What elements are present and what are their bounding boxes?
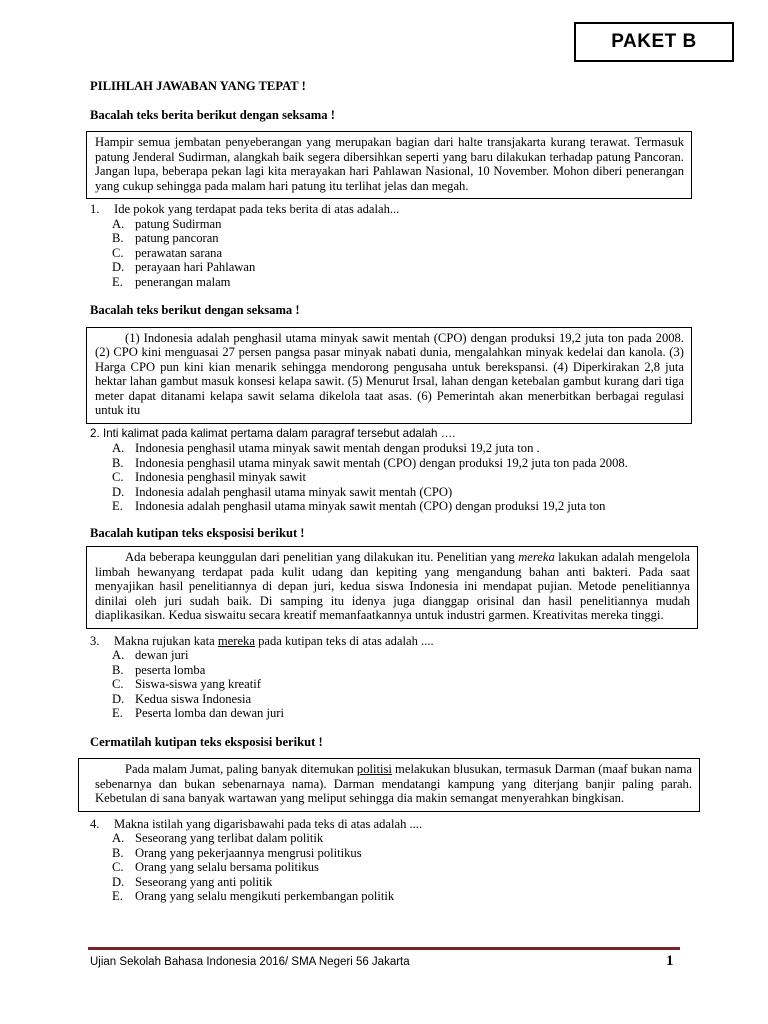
instruction-heading: PILIHLAH JAWABAN YANG TEPAT ! [90,79,306,93]
option-2b[interactable]: B. Indonesia penghasil utama minyak sawit mentah (CPO) dengan produksi 19,2 juta ton pada 2008. [112,455,628,470]
option-1d[interactable]: D. perayaan hari Pahlawan [112,260,256,274]
question-3-text: Makna rujukan kata mereka pada kutipan teks di atas adalah .... [114,633,434,648]
footer-text: Ujian Sekolah Bahasa Indonesia 2016/ SMA Negeri 56 Jakarta [90,956,410,968]
passage-4-underlined-word: politisi [356,762,392,776]
option-3e[interactable]: E. Peserta lomba dan dewan juri [112,706,284,720]
question-3 [90,634,690,721]
option-1b[interactable]: B. patung pancoran [112,231,219,245]
question-3-options [90,648,690,721]
option-4d[interactable]: D. Seseorang yang anti politik [112,874,273,889]
option-4b[interactable]: B. Orang yang pekerjaannya mengrusi politikus [112,845,362,860]
section-3-heading: Bacalah kutipan teks eksposisi berikut ! [90,525,305,540]
question-2 [90,427,690,514]
question-2-text: Inti kalimat pada kalimat pertama dalam paragraf tersebut adalah …. [103,426,456,440]
question-2-number: 2. [90,426,100,440]
section-1-heading: Bacalah teks berita berikut dengan seksama ! [90,107,335,122]
option-1c[interactable]: C. perawatan sarana [112,245,223,260]
passage-3-text: Ada beberapa keunggulan dari penelitian yang dilakukan itu. Penelitian yang mereka lakukan adalah mengelola limbah hewanyang terdapat pada kulit udang dan kepiting yang mengandung bahan anti bakteri. Pada saat menyajikan hasil penelitiannya di depan juri, kedua siswa Indonesia ini mendapat pujian. Metode penelitiannya dinilai oleh juri sudah baik. Di samping itu idenya juga dianggap orisinal dan hasil penelitiannya mudah diaplikasikan. Kedua siswaitu secara kreatif memanfaatkannya untuk industri garmen. Kreativitas mereka tinggi. [95,550,690,622]
passage-1-box [86,131,692,199]
option-4e[interactable]: E. Orang yang selalu mengikuti perkembangan politik [112,889,395,903]
option-3d[interactable]: D. Kedua siswa Indonesia [112,691,252,706]
option-1e[interactable]: E. penerangan malam [112,274,231,289]
question-3-number: 3. [90,633,100,648]
option-3c[interactable]: C. Siswa-siswa yang kreatif [112,677,261,691]
option-2d[interactable]: D. Indonesia adalah penghasil utama minyak sawit mentah (CPO) [112,484,453,499]
question-2-options [90,441,690,514]
section-2-heading: Bacalah teks berikut dengan seksama ! [90,303,300,317]
question-3-underlined-word: mereka [217,633,255,648]
footer-divider [88,947,680,950]
question-1 [90,202,690,289]
option-2e[interactable]: E. Indonesia adalah penghasil utama minyak sawit mentah (CPO) dengan produksi 19,2 juta ton [112,499,606,513]
passage-3-emphasis: mereka [518,550,555,564]
passage-4-text: Pada malam Jumat, paling banyak ditemukan politisi melakukan blusukan, termasuk Darman (maaf bukan nama sebenarnya dan bukan sebenarnaya nama). Darman mendatangi kampung yang diterjang banjir paling parah. Kebetulan di sana banyak wartawan yang meliput sehingga dia makin semangat menyerahkan bingkisan. [95,762,692,805]
section-4-heading: Cermatilah kutipan teks eksposisi berikut ! [90,734,323,749]
passage-1-text: Hampir semua jembatan penyeberangan yang merupakan bagian dari halte transjakarta kurang terawat. Termasuk patung Jenderal Sudirman, alangkah baik segera dibersihkan seperti yang baru dilakukan terhadap patung Pancoran. Jangan lupa, beberapa pekan lagi kita merayakan hari Pahlawan Nasional, 10 November. Mohon diberi penerangan yang cukup sehingga pada malam hari patung itu terlihat jelas dan megah. [95,135,684,193]
question-4-options [90,831,690,904]
passage-2-text: (1) Indonesia adalah penghasil utama minyak sawit mentah (CPO) dengan produksi 19,2 juta ton pada 2008. (2) CPO kini menguasai 27 persen pangsa pasar minyak nabati dunia, mengalahkan minyak kedelai dan kanola. (3) Harga CPO pun kini kian menarik sehingga mendorong pengusaha untuk berekspansi. (4) Diperkirakan 2,8 juta hektar lahan gambut masuk konsesi kelapa sawit. (5) Menurut Irsal, lahan dengan ketebalan gambut kurang dari tiga meter dapat ditanami kelapa sawit selama dikelola taat asas. (6) Pemerintah akan menerbitkan berbagai regulasi untuk itu [95,330,684,417]
question-4-text: Makna istilah yang digarisbawahi pada teks di atas adalah .... [114,816,423,831]
page-number: 1 [666,953,674,969]
passage-2-box [86,327,692,424]
option-2a[interactable]: A. Indonesia penghasil utama minyak sawit mentah dengan produksi 19,2 juta ton . [112,441,540,455]
exam-content [90,79,690,904]
question-1-text: Ide pokok yang terdapat pada teks berita di atas adalah... [114,202,400,216]
option-3a[interactable]: A. dewan juri [112,648,189,662]
passage-4-box [78,758,700,812]
paket-label: PAKET B [574,22,734,62]
option-2c[interactable]: C. Indonesia penghasil minyak sawit [112,470,307,484]
passage-3-box [86,546,698,629]
option-3b[interactable]: B. peserta lomba [112,662,206,677]
option-4c[interactable]: C. Orang yang selalu bersama politikus [112,860,319,874]
question-1-number: 1. [90,202,100,216]
option-4a[interactable]: A. Seseorang yang terlibat dalam politik [112,831,324,845]
question-1-options [90,217,690,290]
question-4-number: 4. [90,816,100,831]
question-4 [90,817,690,904]
option-1a[interactable]: A. patung Sudirman [112,216,222,231]
